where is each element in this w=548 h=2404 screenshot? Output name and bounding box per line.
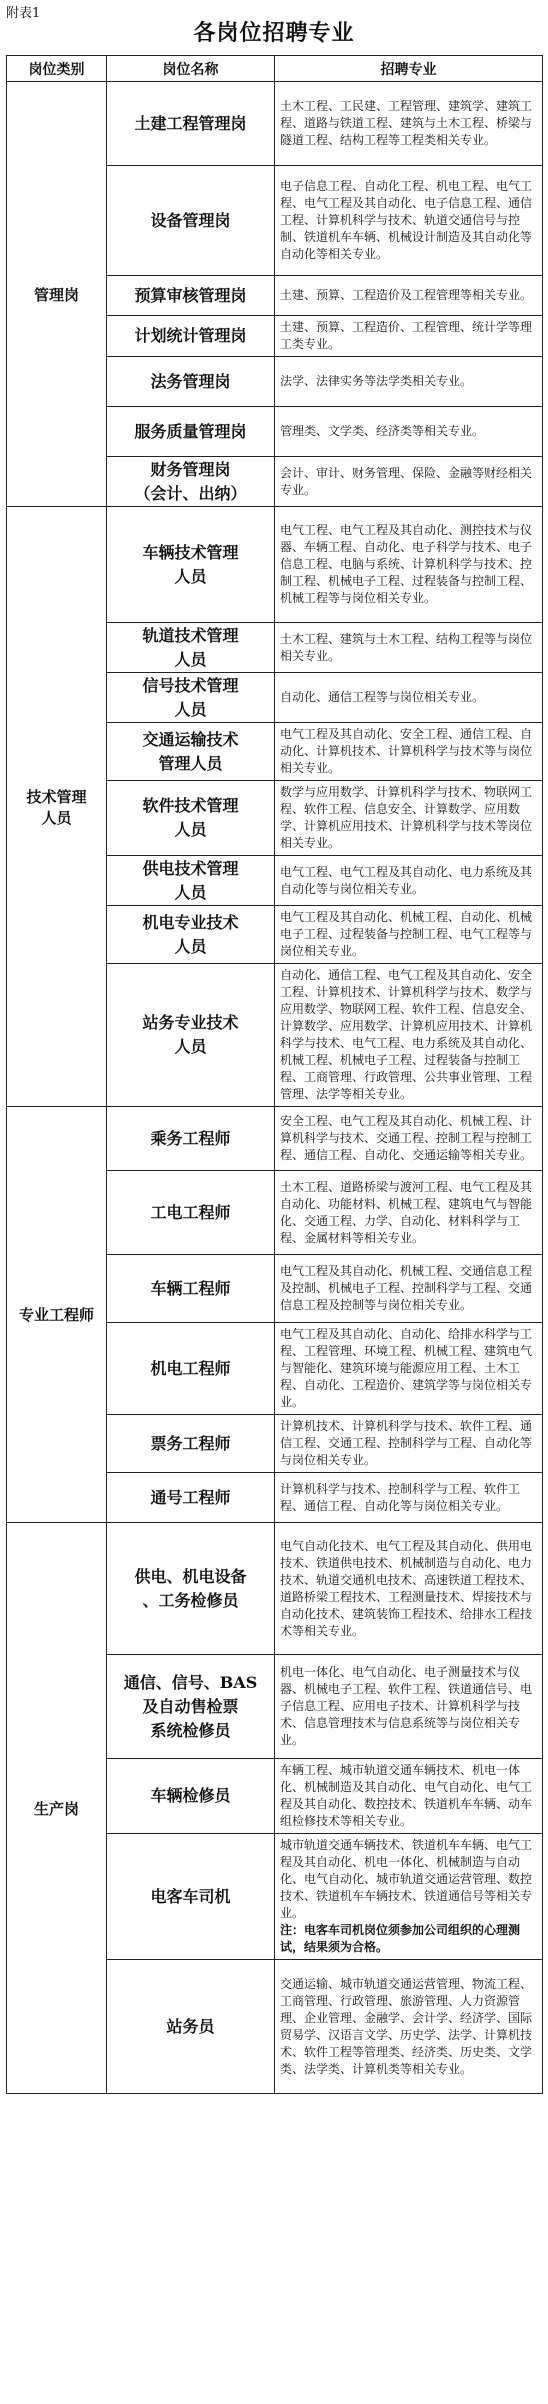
position-cell: 站务员 bbox=[107, 1960, 275, 2094]
majors-note: 注：电客车司机岗位须参加公司组织的心理测试，结果须为合格。 bbox=[280, 1923, 521, 1954]
position-cell: 机电工程师 bbox=[107, 1323, 275, 1415]
majors-text: 车辆工程、城市轨道交通车辆技术、机电一体化、机械制造及其自动化、电气自动化、电气工程及其自动化、数控技术、铁道机车车辆、动车组检修技术等相关专业。 bbox=[280, 1763, 533, 1828]
position-cell: 法务管理岗 bbox=[107, 357, 275, 407]
position-cell: 信号技术管理 人员 bbox=[107, 673, 275, 723]
position-cell: 轨道技术管理 人员 bbox=[107, 623, 275, 673]
majors-text: 电气工程及其自动化、机械工程、自动化、机械电子工程、过程装备与控制工程、电气工程等与岗位相关专业。 bbox=[280, 910, 533, 958]
table-row bbox=[7, 507, 543, 623]
majors-cell bbox=[275, 1323, 543, 1415]
majors-text: 机电一体化、电气自动化、电子测量技术与仪器、机械电子工程、软件工程、铁道通信号、电子信息工程、应用电子技术、计算机科学与技术、信息管理技术与信息系统等与岗位相关专业。 bbox=[280, 1665, 533, 1747]
majors-cell bbox=[275, 1473, 543, 1523]
category-cell: 管理岗 bbox=[7, 82, 107, 507]
position-cell: 工电工程师 bbox=[107, 1171, 275, 1255]
majors-cell bbox=[275, 1523, 543, 1655]
position-cell: 设备管理岗 bbox=[107, 166, 275, 276]
majors-cell bbox=[275, 673, 543, 723]
majors-text: 自动化、通信工程、电气工程及其自动化、安全工程、计算机技术、计算机科学与技术、数学与应用数学、物联网工程、软件工程、信息安全、计算数学、应用数学、计算机应用技术、计算机科学与技术、电气工程、电力系统及其自动化、机械工程、机械电子工程、过程装备与控制工程、工商管理、行政管理、公共事业管理、工程管理、法学等相关专业。 bbox=[280, 968, 533, 1101]
majors-cell bbox=[275, 1415, 543, 1473]
header-majors: 招聘专业 bbox=[275, 56, 543, 82]
majors-text: 电气工程及其自动化、机械工程、交通信息工程及控制、机械电子工程、控制科学与工程、交通信息工程及控制等与岗位相关专业。 bbox=[280, 1264, 533, 1312]
majors-text: 土木工程、工民建、工程管理、建筑学、建筑工程、道路与铁道工程、建筑与土木工程、桥梁与隧道工程、结构工程等工程类相关专业。 bbox=[280, 99, 533, 147]
position-cell: 预算审核管理岗 bbox=[107, 276, 275, 316]
majors-text: 电气工程、电气工程及其自动化、电力系统及其自动化等与岗位相关专业。 bbox=[280, 864, 533, 896]
position-cell: 车辆工程师 bbox=[107, 1255, 275, 1323]
position-cell: 交通运输技术 管理人员 bbox=[107, 723, 275, 781]
majors-cell bbox=[275, 1171, 543, 1255]
position-cell: 服务质量管理岗 bbox=[107, 407, 275, 457]
majors-cell bbox=[275, 1107, 543, 1171]
position-cell: 乘务工程师 bbox=[107, 1107, 275, 1171]
majors-text: 计算机技术、计算机科学与技术、软件工程、通信工程、交通工程、控制科学与工程、自动化等与岗位相关专业。 bbox=[280, 1419, 533, 1467]
majors-cell bbox=[275, 457, 543, 507]
position-cell: 计划统计管理岗 bbox=[107, 316, 275, 357]
majors-cell bbox=[275, 781, 543, 856]
majors-text: 自动化、通信工程等与岗位相关专业。 bbox=[280, 690, 485, 704]
majors-cell bbox=[275, 166, 543, 276]
position-cell: 软件技术管理 人员 bbox=[107, 781, 275, 856]
position-cell: 电客车司机 bbox=[107, 1834, 275, 1960]
position-cell: 供电技术管理 人员 bbox=[107, 856, 275, 906]
majors-text: 土建、预算、工程造价及工程管理等相关专业。 bbox=[280, 288, 533, 302]
majors-text: 电气工程、电气工程及其自动化、测控技术与仪器、车辆工程、自动化、电子科学与技术、电子信息工程、电脑与系统、计算机科学与技术、控制工程、机械电子工程、过程装备与控制工程、机械工程等与岗位相关专业。 bbox=[280, 523, 533, 605]
majors-text: 计算机科学与技术、控制科学与工程、软件工程、通信工程、自动化等与岗位相关专业。 bbox=[280, 1481, 521, 1513]
category-cell: 技术管理 人员 bbox=[7, 507, 107, 1107]
table-row bbox=[7, 1523, 543, 1655]
header-position: 岗位名称 bbox=[107, 56, 275, 82]
position-cell: 车辆检修员 bbox=[107, 1759, 275, 1834]
majors-text: 管理类、文学类、经济类等相关专业。 bbox=[280, 424, 485, 438]
majors-text: 数学与应用数学、计算机科学与技术、物联网工程、软件工程、信息安全、计算数学、应用数学、计算机应用技术、计算机科学与技术等岗位相关专业。 bbox=[280, 785, 533, 850]
table-row bbox=[7, 1107, 543, 1171]
table-row bbox=[7, 82, 543, 166]
majors-cell bbox=[275, 357, 543, 407]
majors-text: 城市轨道交通车辆技术、铁道机车车辆、电气工程及其自动化、机电一体化、机械制造与自动化、电气自动化、城市轨道交通运营管理、数控技术、铁道机车车辆技术、铁道通信号等相关专业。 bbox=[280, 1838, 533, 1920]
position-cell: 通信、信号、BAS 及自动售检票 系统检修员 bbox=[107, 1655, 275, 1759]
majors-text: 会计、审计、财务管理、保险、金融等财经相关专业。 bbox=[280, 465, 533, 497]
majors-text: 电气工程及其自动化、自动化、给排水科学与工程、工程管理、环境工程、机械工程、建筑电气与智能化、建筑环境与能源应用工程、土木工程、自动化、工程造价、建筑学等与岗位相关专业。 bbox=[280, 1327, 533, 1409]
majors-cell bbox=[275, 723, 543, 781]
majors-text: 电气工程及其自动化、安全工程、通信工程、自动化、计算机技术、计算机科学与技术等与岗位相关专业。 bbox=[280, 727, 533, 775]
majors-cell bbox=[275, 1255, 543, 1323]
position-cell: 土建工程管理岗 bbox=[107, 82, 275, 166]
majors-text: 土木工程、道路桥梁与渡河工程、电气工程及其自动化、功能材料、机械工程、建筑电气与智能化、交通工程、力学、自动化、材料科学与工程、金属材料等相关专业。 bbox=[280, 1179, 533, 1245]
majors-text: 土建、预算、工程造价、工程管理、统计学等理工类专业。 bbox=[280, 320, 533, 351]
majors-cell bbox=[275, 1960, 543, 2094]
table-body bbox=[7, 82, 543, 2094]
majors-cell bbox=[275, 856, 543, 906]
majors-cell bbox=[275, 1834, 543, 1960]
majors-text: 土木工程、建筑与土木工程、结构工程等与岗位相关专业。 bbox=[280, 631, 533, 663]
majors-cell bbox=[275, 507, 543, 623]
majors-text: 法学、法律实务等法学类相关专业。 bbox=[280, 374, 473, 388]
position-cell: 站务专业技术 人员 bbox=[107, 964, 275, 1107]
position-cell: 票务工程师 bbox=[107, 1415, 275, 1473]
position-cell: 通号工程师 bbox=[107, 1473, 275, 1523]
majors-text: 安全工程、电气工程及其自动化、机械工程、计算机科学与技术、交通工程、控制工程与控制工程、通信工程、自动化、交通运输等相关专业。 bbox=[280, 1114, 533, 1162]
position-cell: 供电、机电设备 、工务检修员 bbox=[107, 1523, 275, 1655]
majors-cell bbox=[275, 316, 543, 357]
majors-text: 电子信息工程、自动化工程、机电工程、电气工程、电气工程及其自动化、电子信息工程、通信工程、计算机科学与技术、轨道交通信号与控制、铁道机车车辆、机械设计制造及其自动化等自动化等相关专业。 bbox=[280, 179, 533, 261]
majors-text: 交通运输、城市轨道交通运营管理、物流工程、工商管理、行政管理、旅游管理、人力资源管理、企业管理、金融学、会计学、经济学、国际贸易学、汉语言文学、历史学、法学、计算机技术、软件工程等管理类、经济类、历史类、文学类、法学类、计算机类等相关专业。 bbox=[280, 1976, 533, 2076]
header-category: 岗位类别 bbox=[7, 56, 107, 82]
majors-cell bbox=[275, 964, 543, 1107]
category-cell: 专业工程师 bbox=[7, 1107, 107, 1523]
recruitment-table bbox=[6, 55, 543, 2094]
position-cell: 车辆技术管理 人员 bbox=[107, 507, 275, 623]
majors-cell bbox=[275, 906, 543, 964]
majors-cell bbox=[275, 276, 543, 316]
majors-cell bbox=[275, 623, 543, 673]
majors-cell bbox=[275, 1655, 543, 1759]
category-cell: 生产岗 bbox=[7, 1523, 107, 2094]
majors-text: 电气自动化技术、电气工程及其自动化、供用电技术、铁道供电技术、机械制造与自动化、电力技术、轨道交通机电技术、高速铁道工程技术、道路桥梁工程技术、工程测量技术、焊接技术与自动化技术、建筑装饰工程技术、给排水工程技术等相关专业。 bbox=[280, 1538, 533, 1638]
majors-cell bbox=[275, 82, 543, 166]
position-cell: 机电专业技术 人员 bbox=[107, 906, 275, 964]
table-header-row bbox=[7, 56, 543, 82]
appendix-label: 附表1 bbox=[6, 6, 41, 21]
majors-cell bbox=[275, 1759, 543, 1834]
position-cell: 财务管理岗 （会计、出纳） bbox=[107, 457, 275, 507]
majors-cell bbox=[275, 407, 543, 457]
page-title: 各岗位招聘专业 bbox=[193, 20, 355, 46]
